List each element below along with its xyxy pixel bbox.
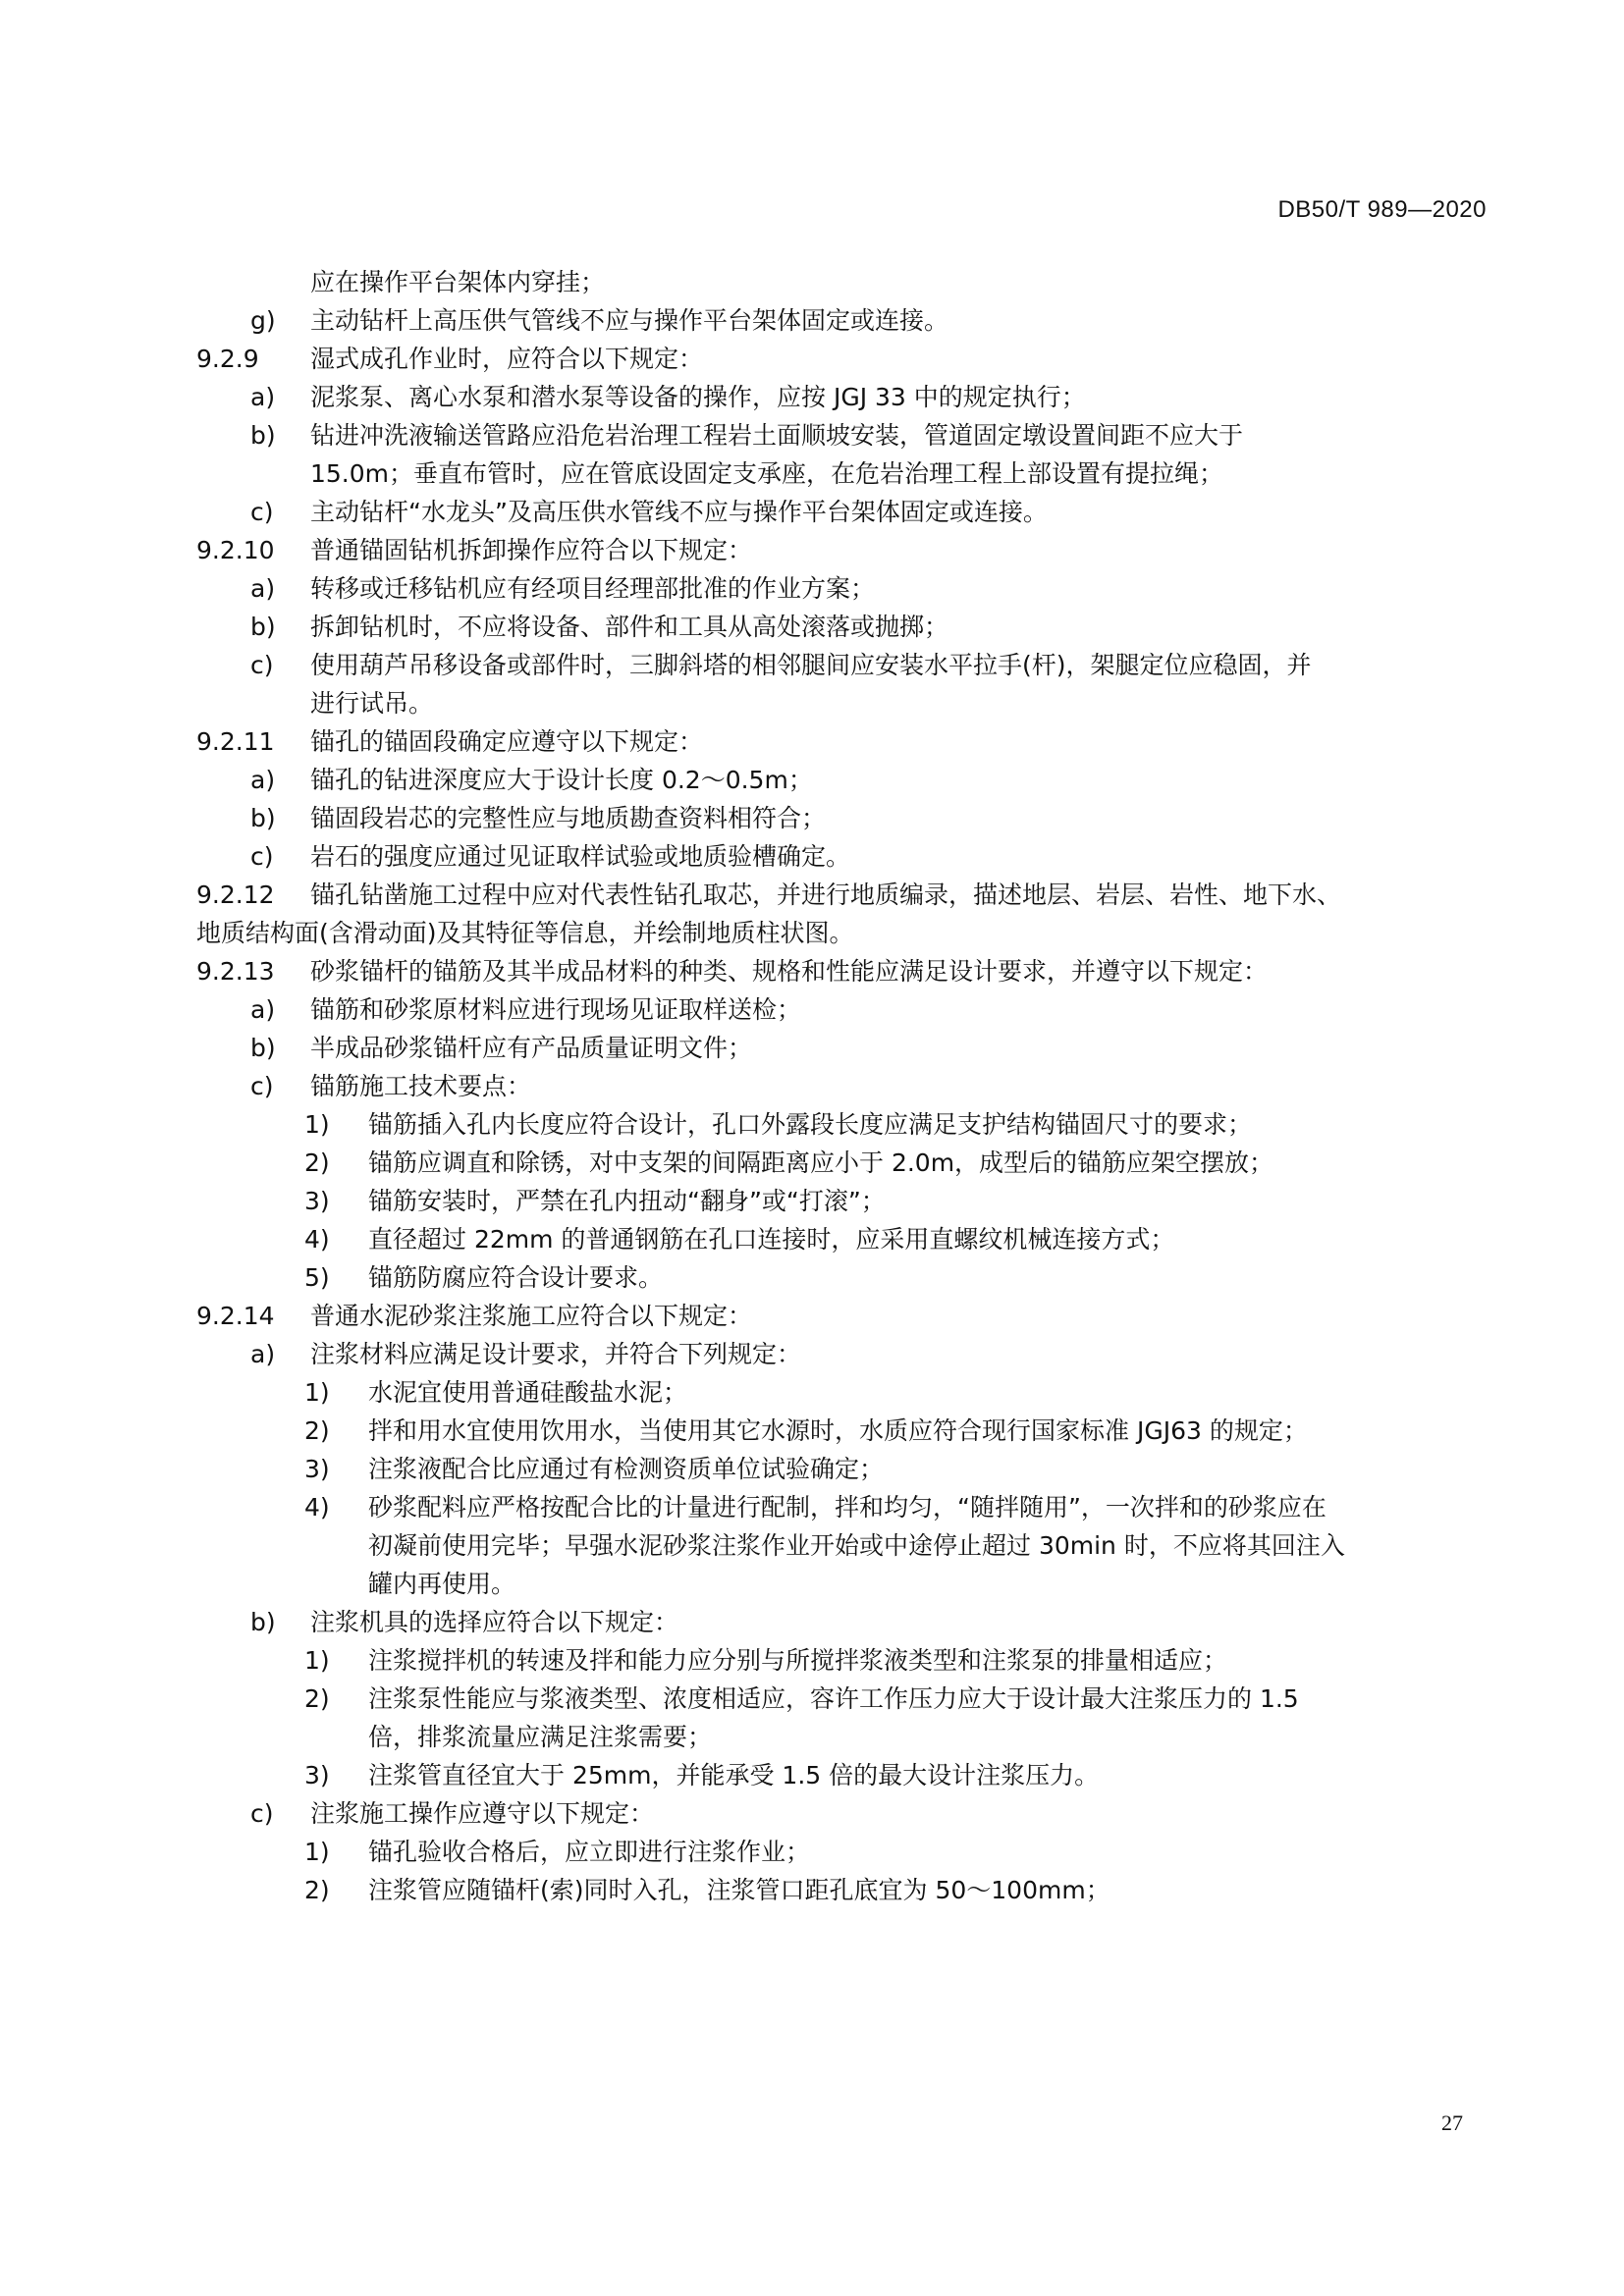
line-text: 锚筋插入孔内长度应符合设计，孔口外露段长度应满足支护结构锚固尺寸的要求； (368, 1110, 1253, 1139)
line-text: 初凝前使用完毕；早强水泥砂浆注浆作业开始或中途停止超过 30min 时，不应将其回注入 (368, 1531, 1345, 1560)
sub-list-item (196, 1182, 1483, 1220)
clause-line (196, 531, 1483, 569)
continuation-line (196, 684, 1483, 722)
continuation-line (196, 1565, 1483, 1603)
line-text: 普通锚固钻机拆卸操作应符合以下规定： (310, 536, 753, 564)
continuation-line (196, 914, 1483, 952)
sub-list-item (196, 1680, 1483, 1718)
line-text: 主动钻杆“水龙头”及高压供水管线不应与操作平台架体固定或连接。 (310, 498, 1048, 526)
line-text: 锚孔的钻进深度应大于设计长度 0.2～0.5m； (310, 766, 813, 794)
line-text: 地质结构面(含滑动面)及其特征等信息，并绘制地质柱状图。 (196, 919, 854, 947)
line-text: 拆卸钻机时，不应将设备、部件和工具从高处滚落或抛掷； (310, 613, 949, 641)
item-number: 3) (304, 1761, 330, 1789)
line-text: 注浆液配合比应通过有检测资质单位试验确定； (368, 1455, 885, 1483)
line-text: 锚筋施工技术要点： (310, 1072, 532, 1100)
line-text: 转移或迁移钻机应有经项目经理部批准的作业方案； (310, 574, 876, 603)
line-text: 注浆泵性能应与浆液类型、浓度相适应，容许工作压力应大于设计最大注浆压力的 1.5 (368, 1684, 1299, 1713)
list-item (196, 1603, 1483, 1641)
item-number: 2) (304, 1876, 330, 1904)
item-number: b) (250, 613, 276, 641)
sub-list-item (196, 1220, 1483, 1258)
line-text: 主动钻杆上高压供气管线不应与操作平台架体固定或连接。 (310, 306, 949, 335)
item-number: 2) (304, 1148, 330, 1177)
item-number: g) (250, 306, 276, 335)
line-text: 15.0m；垂直布管时，应在管底设固定支承座，在危岩治理工程上部设置有提拉绳； (310, 459, 1224, 488)
list-item (196, 646, 1483, 684)
line-text: 拌和用水宜使用饮用水，当使用其它水源时，水质应符合现行国家标准 JGJ63 的规定； (368, 1416, 1308, 1445)
item-number: 9.2.10 (196, 536, 275, 564)
item-number: 3) (304, 1187, 330, 1215)
line-text: 注浆施工操作应遵守以下规定： (310, 1799, 655, 1828)
line-text: 注浆搅拌机的转速及拌和能力应分别与所搅拌浆液类型和注浆泵的排量相适应； (368, 1646, 1228, 1675)
item-number: 1) (304, 1110, 330, 1139)
line-text: 锚筋安装时，严禁在孔内扭动“翻身”或“打滚”； (368, 1187, 886, 1215)
item-number: c) (250, 1072, 274, 1100)
list-item (196, 1067, 1483, 1105)
item-number: c) (250, 498, 274, 526)
list-item (196, 569, 1483, 608)
line-text: 使用葫芦吊移设备或部件时，三脚斜塔的相邻腿间应安装水平拉手(杆)，架腿定位应稳固，并 (310, 651, 1312, 679)
item-number: a) (250, 1340, 276, 1368)
line-text: 注浆管应随锚杆(索)同时入孔，注浆管口距孔底宜为 50～100mm； (368, 1876, 1110, 1904)
sub-list-item (196, 1258, 1483, 1297)
list-item (196, 837, 1483, 876)
sub-list-item (196, 1756, 1483, 1794)
sub-list-item (196, 1488, 1483, 1526)
item-number: a) (250, 383, 276, 411)
sub-list-item (196, 1641, 1483, 1680)
item-number: 9.2.9 (196, 345, 259, 373)
document-body (196, 263, 1483, 1909)
item-number: 5) (304, 1263, 330, 1292)
list-item (196, 761, 1483, 799)
line-text: 半成品砂浆锚杆应有产品质量证明文件； (310, 1034, 753, 1062)
item-number: a) (250, 995, 276, 1024)
continuation-line (196, 454, 1483, 493)
line-text: 注浆管直径宜大于 25mm，并能承受 1.5 倍的最大设计注浆压力。 (368, 1761, 1100, 1789)
sub-list-item (196, 1105, 1483, 1144)
clause-line (196, 952, 1483, 990)
item-number: 9.2.13 (196, 957, 275, 986)
line-text: 罐内再使用。 (368, 1570, 516, 1598)
item-number: 1) (304, 1646, 330, 1675)
item-number: 1) (304, 1838, 330, 1866)
sub-list-item (196, 1833, 1483, 1871)
sub-list-item (196, 1412, 1483, 1450)
line-text: 应在操作平台架体内穿挂； (310, 268, 606, 296)
list-item (196, 301, 1483, 340)
item-number: 9.2.12 (196, 881, 275, 909)
line-text: 锚筋和砂浆原材料应进行现场见证取样送检； (310, 995, 802, 1024)
item-number: c) (250, 1799, 274, 1828)
item-number: 3) (304, 1455, 330, 1483)
list-item (196, 378, 1483, 416)
item-number: b) (250, 1034, 276, 1062)
list-item (196, 493, 1483, 531)
line-text: 锚固段岩芯的完整性应与地质勘查资料相符合； (310, 804, 827, 832)
list-item (196, 1794, 1483, 1833)
clause-line (196, 722, 1483, 761)
sub-list-item (196, 1144, 1483, 1182)
line-text: 倍，排浆流量应满足注浆需要； (368, 1723, 713, 1751)
line-text: 进行试吊。 (310, 689, 434, 718)
list-item (196, 416, 1483, 454)
item-number: c) (250, 651, 274, 679)
clause-line (196, 876, 1483, 914)
page-number: 27 (1441, 2110, 1463, 2135)
line-text: 注浆材料应满足设计要求，并符合下列规定： (310, 1340, 802, 1368)
line-text: 注浆机具的选择应符合以下规定： (310, 1608, 679, 1636)
line-text: 直径超过 22mm 的普通钢筋在孔口连接时，应采用直螺纹机械连接方式； (368, 1225, 1175, 1254)
item-number: a) (250, 574, 276, 603)
line-text: 普通水泥砂浆注浆施工应符合以下规定： (310, 1302, 753, 1330)
line-text: 锚孔的锚固段确定应遵守以下规定： (310, 727, 704, 756)
line-text: 锚孔验收合格后，应立即进行注浆作业； (368, 1838, 811, 1866)
item-number: 9.2.14 (196, 1302, 275, 1330)
list-item (196, 990, 1483, 1029)
line-text: 锚孔钻凿施工过程中应对代表性钻孔取芯，并进行地质编录，描述地层、岩层、岩性、地下水、 (310, 881, 1342, 909)
item-number: 2) (304, 1684, 330, 1713)
line-text: 砂浆锚杆的锚筋及其半成品材料的种类、规格和性能应满足设计要求，并遵守以下规定： (310, 957, 1269, 986)
item-number: 4) (304, 1493, 330, 1522)
line-text: 钻进冲洗液输送管路应沿危岩治理工程岩土面顺坡安装，管道固定墩设置间距不应大于 (310, 421, 1244, 450)
list-item (196, 799, 1483, 837)
continuation-line (196, 263, 1483, 301)
line-text: 泥浆泵、离心水泵和潜水泵等设备的操作，应按 JGJ 33 中的规定执行； (310, 383, 1086, 411)
item-number: 2) (304, 1416, 330, 1445)
item-number: 9.2.11 (196, 727, 275, 756)
line-text: 岩石的强度应通过见证取样试验或地质验槽确定。 (310, 842, 851, 871)
document-id: DB50/T 989—2020 (1277, 196, 1487, 223)
line-text: 锚筋防腐应符合设计要求。 (368, 1263, 664, 1292)
item-number: 1) (304, 1378, 330, 1407)
item-number: b) (250, 1608, 276, 1636)
continuation-line (196, 1526, 1483, 1565)
item-number: b) (250, 804, 276, 832)
item-number: 4) (304, 1225, 330, 1254)
clause-line (196, 1297, 1483, 1335)
list-item (196, 1029, 1483, 1067)
item-number: a) (250, 766, 276, 794)
line-text: 水泥宜使用普通硅酸盐水泥； (368, 1378, 688, 1407)
sub-list-item (196, 1373, 1483, 1412)
line-text: 锚筋应调直和除锈，对中支架的间隔距离应小于 2.0m，成型后的锚筋应架空摆放； (368, 1148, 1274, 1177)
item-number: b) (250, 421, 276, 450)
list-item (196, 608, 1483, 646)
line-text: 湿式成孔作业时，应符合以下规定： (310, 345, 704, 373)
line-text: 砂浆配料应严格按配合比的计量进行配制，拌和均匀，“随拌随用”，一次拌和的砂浆应在 (368, 1493, 1326, 1522)
clause-line (196, 340, 1483, 378)
list-item (196, 1335, 1483, 1373)
continuation-line (196, 1718, 1483, 1756)
sub-list-item (196, 1450, 1483, 1488)
sub-list-item (196, 1871, 1483, 1909)
item-number: c) (250, 842, 274, 871)
